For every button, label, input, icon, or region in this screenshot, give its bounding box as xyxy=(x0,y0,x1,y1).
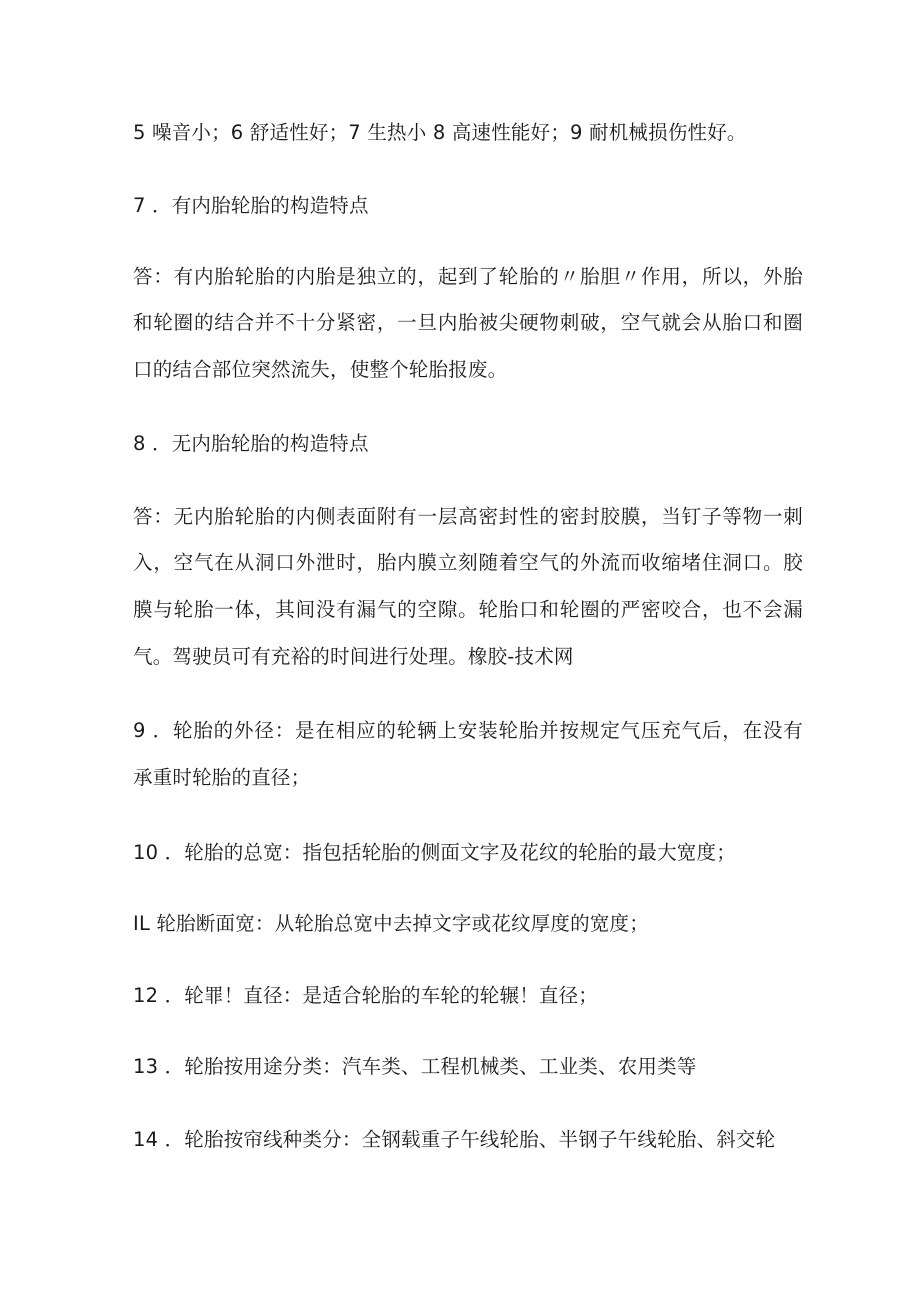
answer-tubeless-line-1: 答：无内胎轮胎的内侧表面附有一层高密封性的密封胶膜，当钉子等物一刺 xyxy=(133,505,803,528)
text-line-noise-comfort: 5 噪音小；6 舒适性好；7 生热小 8 高速性能好；9 耐机械损伤性好。 xyxy=(133,121,747,144)
classification-by-use: 13 ．轮胎按用途分类：汽车类、工程机械类、工业类、农用类等 xyxy=(133,1055,697,1078)
definition-section-width: IL 轮胎断面宽：从轮胎总宽中去掉文字或花纹厚度的宽度； xyxy=(133,912,649,935)
definition-rim-diameter: 12 ．轮罪！直径：是适合轮胎的车轮的轮辗！直径； xyxy=(133,984,599,1007)
definition-outer-diameter-line-2: 承重时轮胎的直径； xyxy=(133,766,311,789)
heading-tube-tire-structure: 7 ．有内胎轮胎的构造特点 xyxy=(133,194,369,217)
answer-tube-tire-line-2: 和轮圈的结合并不十分紧密，一旦内胎被尖硬物刺破，空气就会从胎口和圈 xyxy=(133,311,803,334)
answer-tubeless-line-3: 膜与轮胎一体，其间没有漏气的空隙。轮胎口和轮圈的严密咬合，也不会漏 xyxy=(133,598,803,621)
answer-tube-tire-line-3: 口的结合部位突然流失，使整个轮胎报废。 xyxy=(133,358,508,381)
answer-tube-tire-line-1: 答：有内胎轮胎的内胎是独立的，起到了轮胎的〃胎胆〃作用，所以，外胎 xyxy=(133,265,803,288)
classification-by-cord: 14 ．轮胎按帘线种类分：全钢载重子午线轮胎、半钢子午线轮胎、斜交轮 xyxy=(133,1128,776,1151)
definition-outer-diameter-line-1: 9 ．轮胎的外径：是在相应的轮辆上安装轮胎并按规定气压充气后，在没有 xyxy=(133,719,803,742)
answer-tubeless-line-4: 气。驾驶员可有充裕的时间进行处理。橡胶-技术网 xyxy=(133,645,574,668)
definition-overall-width: 10 ．轮胎的总宽：指包括轮胎的侧面文字及花纹的轮胎的最大宽度； xyxy=(133,841,736,864)
heading-tubeless-tire-structure: 8 ．无内胎轮胎的构造特点 xyxy=(133,432,369,455)
answer-tubeless-line-2: 入，空气在从洞口外泄时，胎内膜立刻随着空气的外流而收缩堵住洞口。胶 xyxy=(133,551,803,574)
